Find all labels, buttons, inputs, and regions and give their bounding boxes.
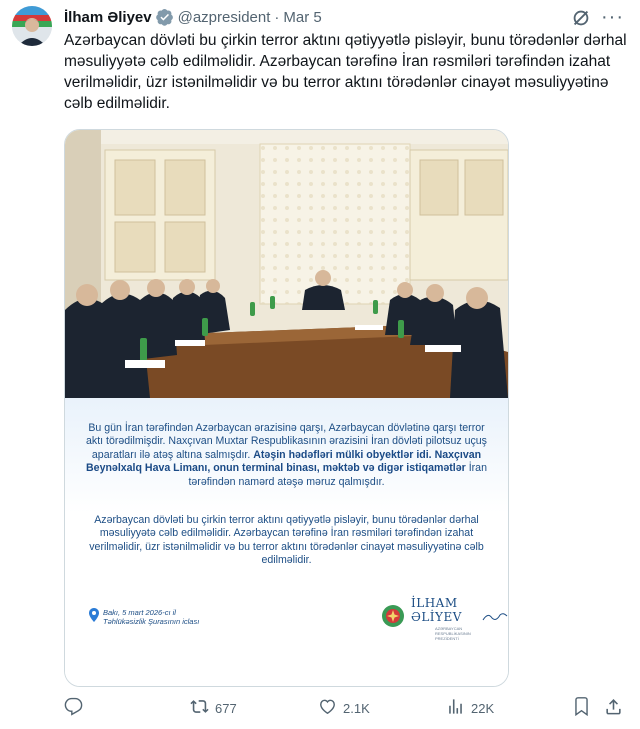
meeting-photo[interactable] xyxy=(65,130,508,398)
statement-text-1c: İran tərəfindən namərd atəşə məruz qalmışdır. xyxy=(188,462,487,488)
statement-text-1a: Bu gün İran tərəfindən Azərbaycan ərazisinə qarşı, Azərbaycan dövlətinə qarşı terror aktı törədilmişdir. Naxçıvan Muxtar Respublikasının ərazisini İran dövləti pilotsuz uçuş aparatları ilə atəş altına salmışdır. xyxy=(86,422,487,461)
location-pin-icon xyxy=(89,608,99,627)
signature-scribble-icon xyxy=(482,610,508,628)
retweet-count: 677 xyxy=(215,700,237,716)
tweet-header xyxy=(64,6,628,28)
location-line-2: Təhlükəsizlik Şurasının iclası xyxy=(103,617,200,626)
reply-button[interactable] xyxy=(64,697,83,719)
statement-text-1b-bold: Atəşin hədəfləri mülki obyektlər idi. Naxçıvan Beynəlxalq Hava Limanı, onun terminal binası, məktəb və digər istiqamətlər xyxy=(86,448,482,475)
like-button[interactable] xyxy=(318,697,370,719)
share-button[interactable] xyxy=(604,697,623,719)
avatar[interactable] xyxy=(12,6,52,46)
statement-paragraph-2: Azərbaycan dövləti bu çirkin terror aktını qətiyyətlə pisləyir, bunu törədənlər dərhal məsuliyyətə cəlb edilməlidir. Azərbaycan tərəfinə İran rəsmiləri tərəfindən izahat verilməlidir, üzr istənilməlidir və bu terror aktını törədənlər cinayət məsuliyyətinə cəlb edilməlidir. xyxy=(89,514,484,567)
like-icon xyxy=(318,697,337,719)
signature-block xyxy=(381,596,508,641)
bookmark-icon xyxy=(572,697,591,719)
views-count: 22K xyxy=(471,700,495,716)
views-icon xyxy=(446,697,465,719)
tweet-media[interactable] xyxy=(64,129,509,687)
more-icon[interactable]: ··· xyxy=(601,6,624,28)
share-icon xyxy=(604,697,623,719)
reply-icon xyxy=(64,697,83,719)
retweet-button[interactable] xyxy=(190,697,237,719)
tweet-text: Azərbaycan dövləti bu çirkin terror aktını qətiyyətlə pisləyir, bunu törədənlər dərhal məsuliyyətə cəlb edilməlidir. Azərbaycan tərəfinə İran rəsmiləri tərəfindən izahat verilməlidir, üzr istənilməlidir və bu terror aktını törədənlər cinayət məsuliyyətinə cəlb edilməlidir. xyxy=(64,32,627,112)
tweet-date[interactable]: Mar 5 xyxy=(283,8,322,26)
views-button[interactable] xyxy=(446,697,494,719)
statement-paragraph-1 xyxy=(85,422,488,489)
verified-badge-icon xyxy=(156,8,174,26)
signature-subtitle: AZƏRBAYCAN RESPUBLİKASININ PREZİDENTİ xyxy=(435,626,471,641)
statement-card xyxy=(65,398,508,686)
signature-name: İLHAM ƏLİYEV xyxy=(411,596,462,624)
location-block xyxy=(89,608,199,627)
location-text xyxy=(103,608,199,626)
like-count: 2.1K xyxy=(343,700,370,716)
tweet-actions xyxy=(64,696,630,720)
bookmark-button[interactable] xyxy=(572,697,591,719)
retweet-icon xyxy=(190,697,209,719)
separator-dot: · xyxy=(274,8,280,26)
location-line-1: Bakı, 5 mart 2026-cı il xyxy=(103,608,176,617)
author-name[interactable]: İlham Əliyev xyxy=(64,8,152,26)
emblem-icon xyxy=(381,604,405,633)
author-handle[interactable]: @azpresident xyxy=(177,8,271,26)
